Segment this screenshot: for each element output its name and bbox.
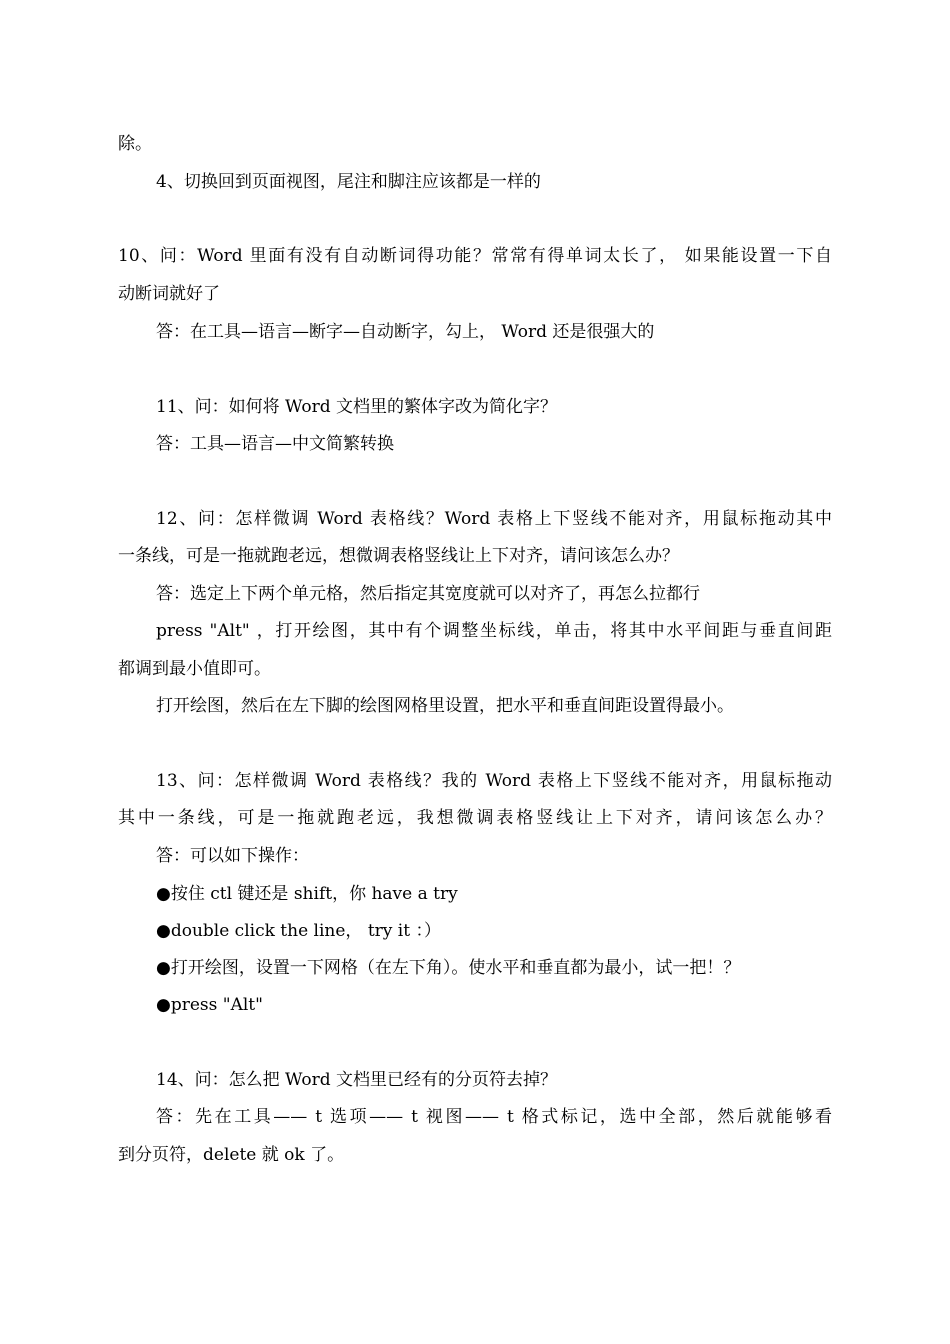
text-line-continuation: 除。 (118, 134, 152, 154)
answer-13: 答：可以如下操作： (156, 846, 309, 866)
question-10-line-2: 动断词就好了 (118, 284, 220, 304)
question-13-line-1: 13、问：怎样微调 Word 表格线？我的 Word 表格上下竖线不能对齐，用鼠标拖动 (156, 771, 832, 791)
answer-11: 答：工具—语言—中文简繁转换 (156, 434, 394, 454)
question-10-line-1: 10、问：Word 里面有没有自动断词得功能？常常有得单词太长了， 如果能设置一下自 (118, 246, 832, 266)
answer-14-line-1: 答：先在工具—— t 选项—— t 视图—— t 格式标记，选中全部，然后就能够看 (156, 1107, 832, 1127)
question-11: 11、问：如何将 Word 文档里的繁体字改为简化字？ (156, 397, 558, 417)
text-line-step-4: 4、切换回到页面视图，尾注和脚注应该都是一样的 (156, 172, 541, 192)
question-13-line-2: 其中一条线，可是一拖就跑老远，我想微调表格竖线让上下对齐，请问该怎么办？ (118, 808, 832, 828)
question-12-line-2: 一条线，可是一拖就跑老远，想微调表格竖线让上下对齐，请问该怎么办？ (118, 546, 679, 566)
bullet-item: ●double click the line， try it ：） (156, 921, 441, 941)
question-12-line-1: 12、问：怎样微调 Word 表格线？Word 表格上下竖线不能对齐，用鼠标拖动其中 (156, 509, 832, 529)
answer-12-alt-2: 打开绘图，然后在左下脚的绘图网格里设置，把水平和垂直间距设置得最小。 (156, 696, 734, 716)
bullet-item: ●按住 ctl 键还是 shift，你 have a try (156, 884, 458, 904)
answer-12-alt-line-1: press "Alt" ，打开绘图，其中有个调整坐标线，单击，将其中水平间距与垂直间距 (156, 621, 832, 641)
answer-14-line-2: 到分页符，delete 就 ok 了。 (118, 1145, 345, 1165)
bullet-item: ●打开绘图，设置一下网格（在左下角）。使水平和垂直都为最小，试一把！？ (156, 958, 741, 978)
question-14: 14、问：怎么把 Word 文档里已经有的分页符去掉？ (156, 1070, 558, 1090)
answer-12: 答：选定上下两个单元格，然后指定其宽度就可以对齐了，再怎么拉都行 (156, 584, 700, 604)
answer-12-alt-line-2: 都调到最小值即可。 (118, 659, 271, 679)
answer-10: 答：在工具—语言—断字—自动断字，勾上， Word 还是很强大的 (156, 322, 655, 342)
bullet-item: ●press "Alt" (156, 995, 263, 1015)
